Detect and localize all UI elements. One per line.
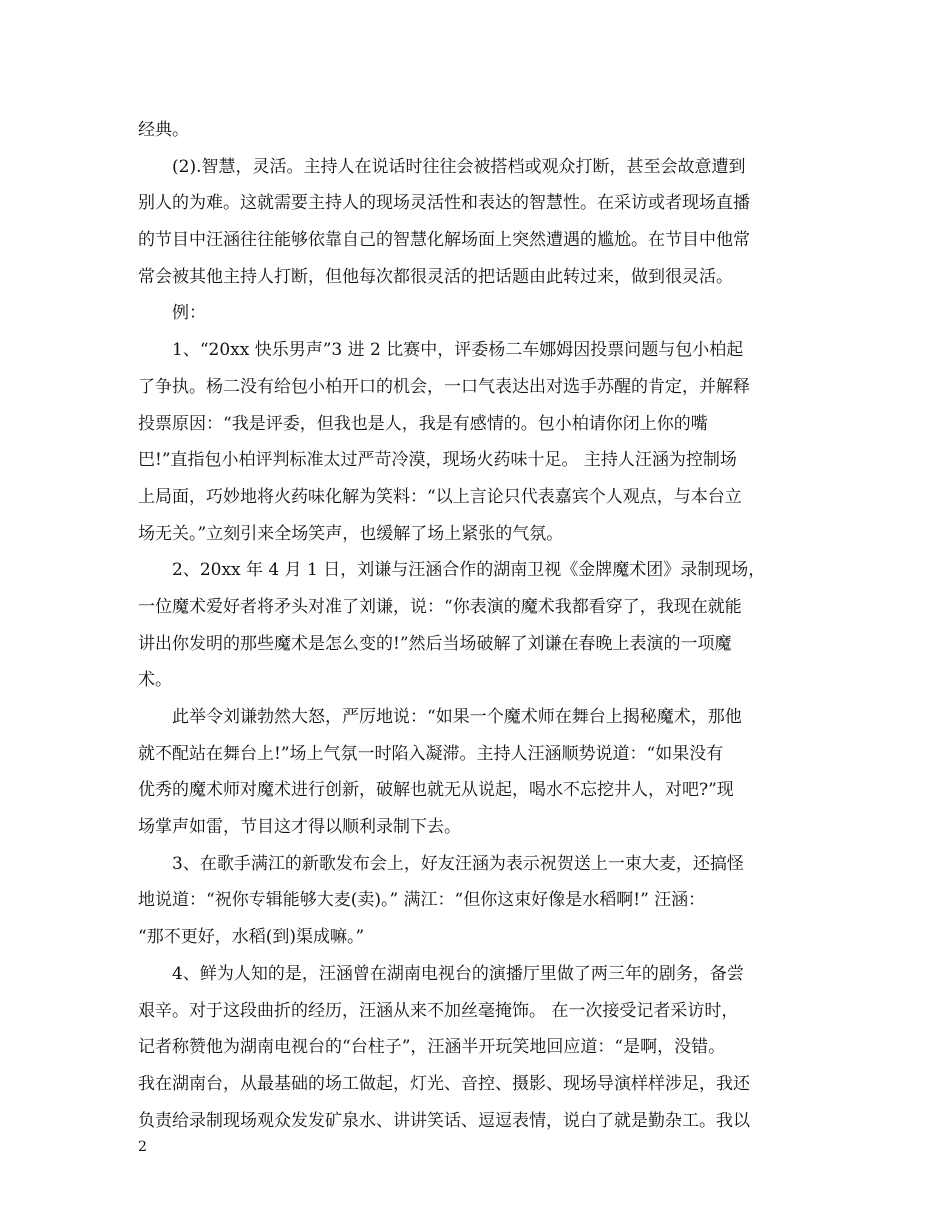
text-line: 术。 (138, 670, 172, 691)
text-line: 上局面，巧妙地将火药味化解为笑料：“以上言论只代表嘉宾个人观点，与本台立 (138, 486, 742, 507)
text-line: 优秀的魔术师对魔术进行创新，破解也就无从说起，喝水不忘挖井人，对吧?”现 (138, 780, 734, 801)
text-line: 例： (172, 303, 206, 324)
text-line: 别人的为难。这就需要主持人的现场灵活性和表达的智慧性。在采访或者现场直播 (138, 193, 750, 214)
text-line: 艰辛。对于这段曲折的经历，汪涵从来不加丝毫掩饰。 在一次接受记者采访时， (138, 1000, 739, 1021)
text-line: 巴!”直指包小柏评判标准太过严苛冷漠，现场火药味十足。 主持人汪涵为控制场 (138, 450, 737, 471)
text-line: 1、“20xx 快乐男声”3 进 2 比赛中，评委杨二车娜姆因投票问题与包小柏起 (172, 340, 744, 361)
text-line: 就不配站在舞台上!”场上气氛一时陷入凝滞。主持人汪涵顺势说道：“如果没有 (138, 743, 724, 764)
text-line: 的节目中汪涵往往能够依靠自己的智慧化解场面上突然遭遇的尴尬。在节目中他常 (138, 230, 750, 251)
text-line: 负责给录制现场观众发发矿泉水、讲讲笑话、逗逗表情，说白了就是勤杂工。我以 (138, 1110, 750, 1131)
text-line: 场无关。”立刻引来全场笑声，也缓解了场上紧张的气氛。 (138, 523, 564, 544)
page-number: 2 (138, 1139, 147, 1155)
text-line: 记者称赞他为湖南电视台的“台柱子”，汪涵半开玩笑地回应道：“是啊，没错。 (138, 1037, 726, 1058)
text-line: 投票原因：“我是评委，但我也是人，我是有感情的。包小柏请你闭上你的嘴 (138, 413, 708, 434)
text-line: 一位魔术爱好者将矛头对准了刘谦，说：“你表演的魔术我都看穿了，我现在就能 (138, 596, 742, 617)
text-line: 3、在歌手满江的新歌发布会上，好友汪涵为表示祝贺送上一束大麦，还搞怪 (172, 853, 744, 874)
text-line: 此举令刘谦勃然大怒，严厉地说：“如果一个魔术师在舞台上揭秘魔术，那他 (172, 707, 742, 727)
text-line: 4、鲜为人知的是，汪涵曾在湖南电视台的演播厅里做了两三年的剧务，备尝 (172, 963, 744, 984)
text-line: 讲出你发明的那些魔术是怎么变的!”然后当场破解了刘谦在春晚上表演的一项魔 (138, 633, 732, 654)
document-body (138, 112, 814, 1139)
text-line: “那不更好，水稻(到)渠成嘛。” (138, 927, 365, 948)
text-line: (2).智慧，灵活。主持人在说话时往往会被搭档或观众打断，甚至会故意遭到 (172, 156, 746, 177)
text-line: 了争执。杨二没有给包小柏开口的机会，一口气表达出对选手苏醒的肯定，并解释 (138, 376, 750, 397)
text-line: 场掌声如雷，节目这才得以顺利录制下去。 (138, 817, 461, 838)
text-line: 地说道：“祝你专辑能够大麦(卖)。” 满江：“但你这束好像是水稻啊!” 汪涵： (138, 890, 706, 911)
text-line: 经典。 (138, 120, 189, 140)
text-line: 常会被其他主持人打断，但他每次都很灵活的把话题由此转过来，做到很灵活。 (138, 266, 733, 287)
text-line: 2、20xx 年 4 月 1 日，刘谦与汪涵合作的湖南卫视《金牌魔术团》录制现场， (172, 560, 766, 581)
text-line: 我在湖南台，从最基础的场工做起，灯光、音控、摄影、现场导演样样涉足，我还 (138, 1073, 750, 1094)
